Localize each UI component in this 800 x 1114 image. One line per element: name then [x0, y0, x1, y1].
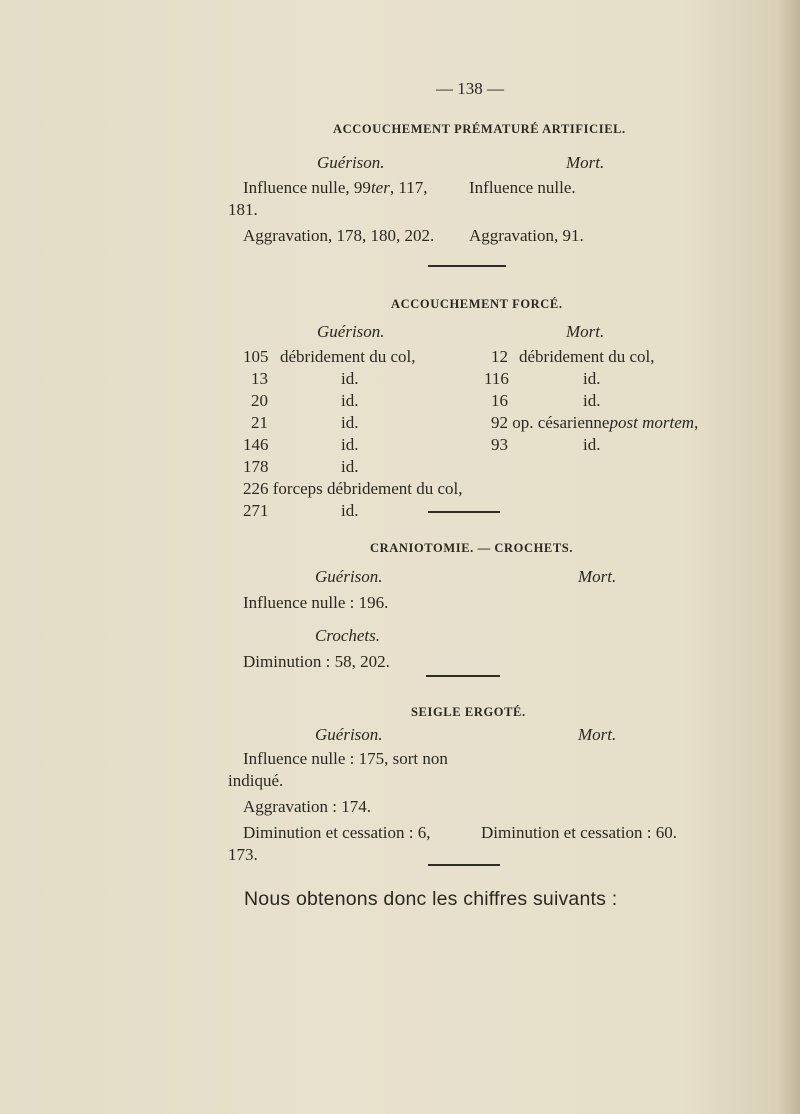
craniotomie-influence: Influence nulle : 196.	[243, 593, 389, 612]
list-item: 13	[251, 369, 268, 388]
list-item: 16	[491, 391, 508, 410]
seigle-diminution-left: Diminution et cessation : 6,	[243, 823, 431, 842]
list-item-id: id.	[341, 369, 359, 388]
col-heading-guerison: Guérison.	[315, 725, 383, 744]
seigle-diminution-line-2: 173.	[228, 845, 258, 864]
list-item-id: id.	[341, 457, 359, 476]
page-number: — 138 —	[436, 79, 504, 98]
page-edge-shadow	[778, 0, 800, 1114]
subheading-crochets: Crochets.	[315, 626, 381, 645]
col-heading-mort: Mort.	[578, 725, 617, 744]
section-title-seigle: SEIGLE ERGOTÉ.	[411, 705, 526, 719]
list-item-id: id.	[341, 435, 359, 454]
section-divider	[428, 265, 506, 267]
col-heading-mort: Mort.	[566, 153, 605, 172]
list-item: 93	[491, 435, 508, 454]
list-item-id: id.	[341, 413, 359, 432]
list-item-id: id.	[583, 391, 601, 410]
col-heading-mort: Mort.	[578, 567, 617, 586]
seigle-diminution-right: Diminution et cessation : 60.	[481, 823, 677, 842]
list-item-id: id.	[583, 369, 601, 388]
seigle-influence-line-2: indiqué.	[228, 771, 284, 790]
section-divider	[428, 864, 500, 866]
premature-mort-line-1: Influence nulle.	[469, 178, 576, 197]
premature-aggravation-right: Aggravation, 91.	[469, 226, 584, 245]
list-item-id: id.	[583, 435, 601, 454]
list-item: 12	[491, 347, 508, 366]
seigle-influence-line-1: Influence nulle : 175, sort non	[243, 749, 448, 768]
list-item: 116	[484, 369, 509, 388]
list-item: 178	[243, 457, 269, 476]
col-heading-guerison: Guérison.	[317, 322, 385, 341]
list-item-id: id.	[341, 501, 359, 520]
premature-aggravation-left: Aggravation, 178, 180, 202.	[243, 226, 435, 245]
list-item: 21	[251, 413, 268, 432]
section-divider	[428, 511, 500, 513]
col-heading-mort: Mort.	[566, 322, 605, 341]
premature-guerison-line-1: Influence nulle, 99ter, 117,	[243, 178, 428, 197]
list-item: 20	[251, 391, 268, 410]
section-title-premature: ACCOUCHEMENT PRÉMATURÉ ARTIFICIEL.	[333, 122, 626, 136]
conclusion-sentence: Nous obtenons donc les chiffres suivants :	[244, 888, 618, 910]
list-item: 271	[243, 501, 269, 520]
list-item-id: id.	[341, 391, 359, 410]
premature-guerison-line-2: 181.	[228, 200, 258, 219]
col-heading-guerison: Guérison.	[317, 153, 385, 172]
col-heading-guerison: Guérison.	[315, 567, 383, 586]
list-item-cesarienne: 92 op. césariennepost mortem,	[491, 413, 699, 432]
seigle-aggravation: Aggravation : 174.	[243, 797, 371, 816]
list-item-forceps: 226 forceps débridement du col,	[243, 479, 463, 498]
list-item: 146	[243, 435, 269, 454]
section-title-craniotomie: CRANIOTOMIE. — CROCHETS.	[370, 541, 574, 555]
list-item: 105 débridement du col,	[243, 347, 416, 366]
section-title-force: ACCOUCHEMENT FORCÉ.	[391, 297, 563, 311]
list-item-text: débridement du col,	[519, 347, 655, 366]
section-divider	[426, 675, 500, 677]
crochets-diminution: Diminution : 58, 202.	[243, 652, 390, 671]
